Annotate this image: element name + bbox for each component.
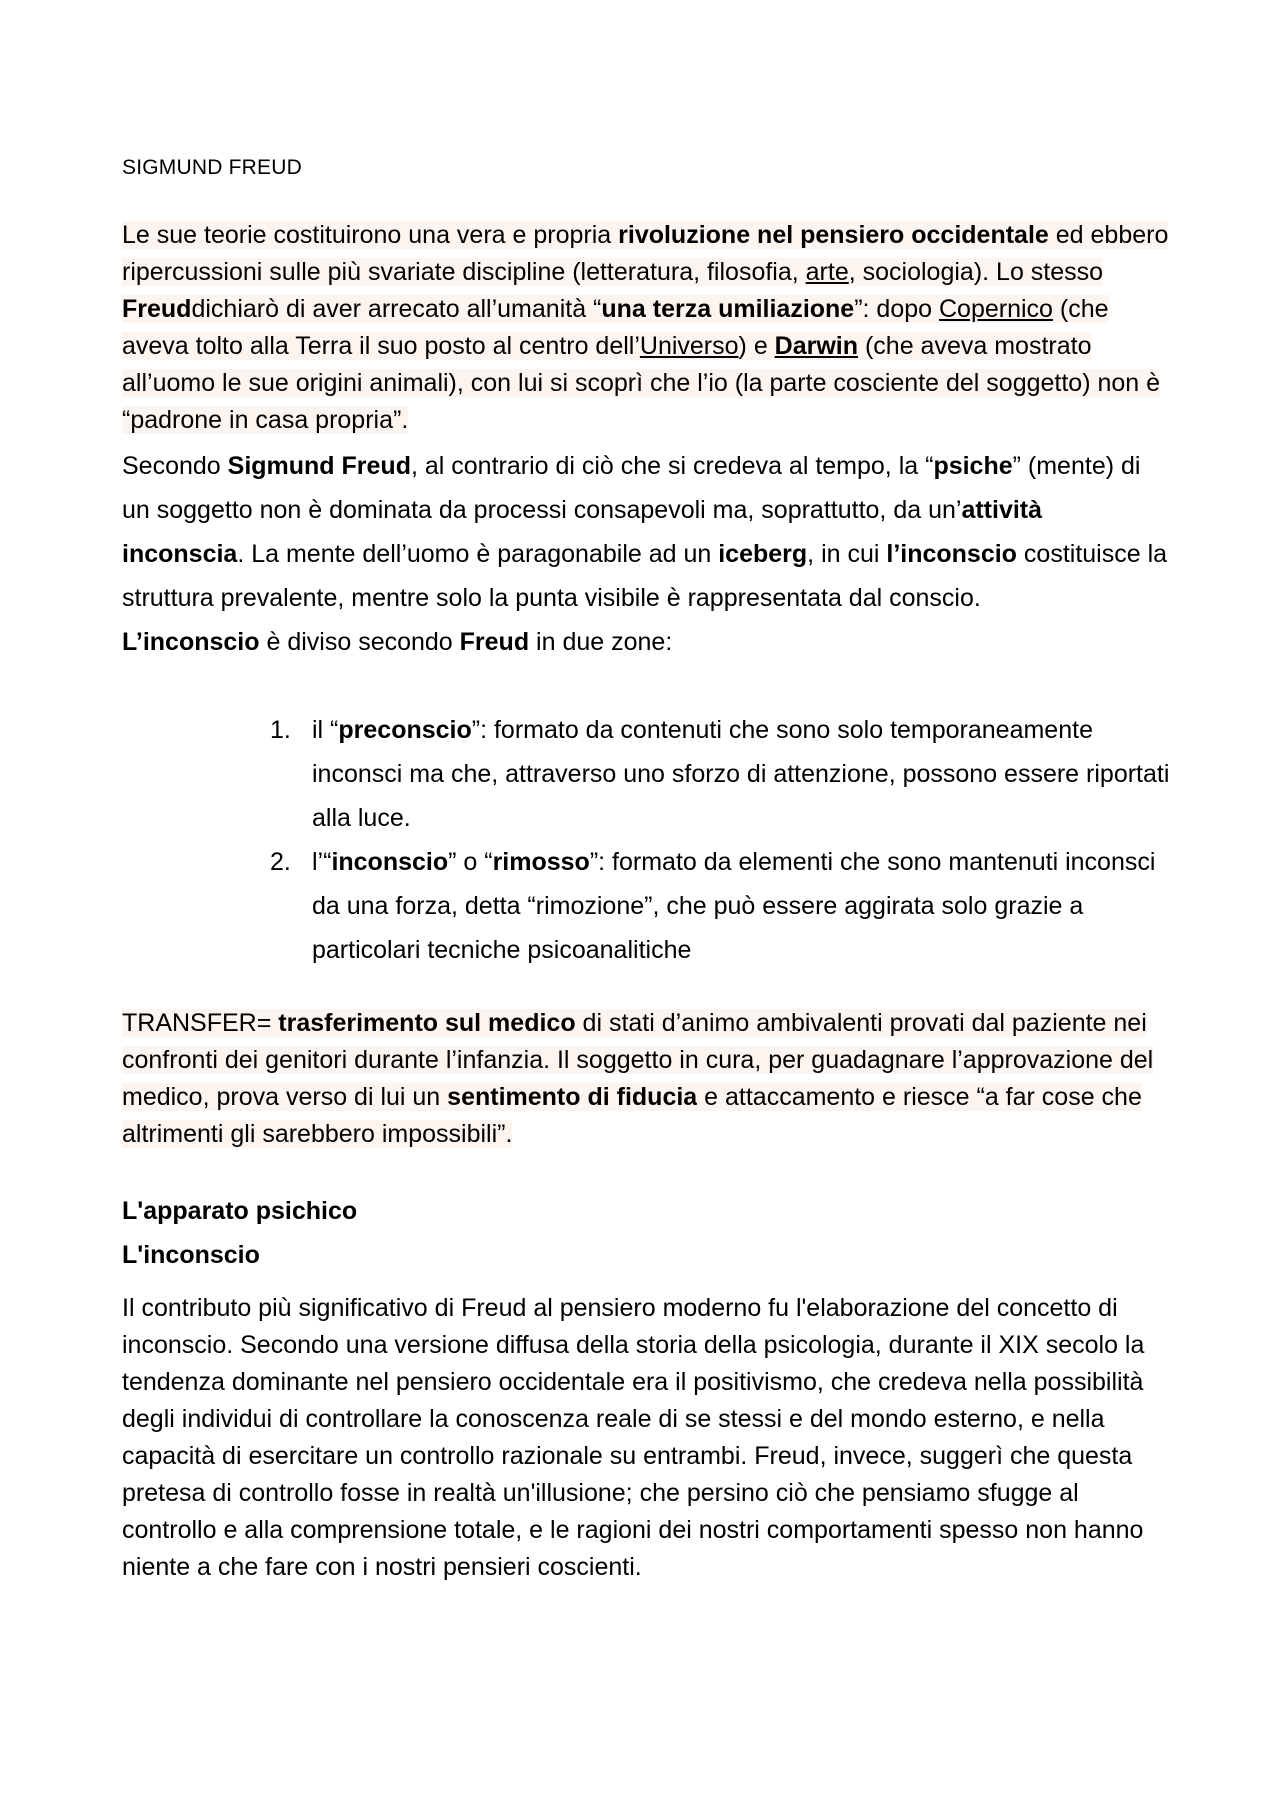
list-text: l’“ — [312, 848, 332, 876]
intro-text-5: ”: dopo — [854, 295, 939, 323]
zones-paragraph — [122, 620, 1170, 664]
intro-bold-freud: Freud — [122, 295, 192, 323]
intro-text-3: , sociologia). Lo stesso — [848, 258, 1104, 286]
psiche-text-3: ” (mente) di un soggetto non è dominata da processi consapevoli ma, soprattutto, da un’ — [122, 452, 1141, 524]
transfer-bold-trasferimento: trasferimento sul medico — [278, 1009, 576, 1037]
transfer-text-2: di stati d’animo ambivalenti provati dal paziente nei confronti dei genitori durante l’infanzia. Il soggetto in cura, per guadagnare l’approvazione del medico, prova verso di lui un — [122, 1009, 1154, 1111]
list-number: 2. — [270, 848, 291, 876]
document-title: SIGMUND FREUD — [122, 156, 302, 179]
intro-paragraph — [122, 217, 1170, 439]
zones-bold-freud: Freud — [459, 628, 530, 656]
intro-text-4: dichiarò di aver arrecato all’umanità “ — [191, 295, 602, 323]
list-bold-rimosso: rimosso — [492, 848, 590, 876]
link-copernico[interactable]: Copernico — [939, 295, 1053, 323]
psiche-bold-sigmund: Sigmund Freud — [227, 452, 411, 480]
list-item — [270, 840, 1170, 972]
intro-text-6: (che aveva tolto alla Terra il suo posto al centro dell’ — [122, 295, 1109, 360]
psiche-paragraph — [122, 444, 1170, 620]
list-text: ”: formato da contenuti che sono solo temporaneamente inconsci ma che, attraverso uno sforzo di attenzione, possono essere riportati alla luce. — [312, 716, 1170, 832]
psiche-bold-iceberg: iceberg — [718, 540, 808, 568]
intro-text-1: Le sue teorie costituirono una vera e propria — [122, 221, 619, 249]
psiche-text-1: Secondo — [122, 452, 228, 480]
list-number: 1. — [270, 716, 291, 744]
zones-bold-inconscio: L’inconscio — [122, 628, 260, 656]
list-text: ” o “ — [448, 848, 493, 876]
list-text: il “ — [312, 716, 339, 744]
psiche-section — [122, 444, 1170, 664]
psiche-text-4: . La mente dell’uomo è paragonabile ad un — [237, 540, 719, 568]
transfer-paragraph — [122, 1005, 1170, 1153]
transfer-bold-fiducia: sentimento di fiducia — [447, 1083, 698, 1111]
intro-text-2: ed ebbero ripercussioni sulle più svariate discipline (letteratura, filosofia, — [122, 221, 1169, 286]
intro-text-7: ) e — [738, 332, 775, 360]
list-text: ”: formato da elementi che sono mantenuti inconsci da una forza, detta “rimozione”, che può essere aggirata solo grazie a particolari tecniche psicoanalitiche — [312, 848, 1156, 964]
psiche-bold-psiche: psiche — [933, 452, 1013, 480]
list-bold-inconscio: inconscio — [331, 848, 449, 876]
link-darwin[interactable]: Darwin — [774, 332, 859, 360]
inconscio-paragraph: Il contributo più significativo di Freud al pensiero moderno fu l'elaborazione del concetto di inconscio. Secondo una versione diffusa della storia della psicologia, durante il XIX secolo la tendenza dominante nel pensiero occidentale era il positivismo, che credeva nella possibilità degli individui di controllare la conoscenza reale di se stessi e del mondo esterno, e nella capacità di esercitare un controllo razionale su entrambi. Freud, invece, suggerì che questa pretesa di controllo fosse in realtà un'illusione; che persino ciò che pensiamo sfugge al controllo e alla comprensione totale, e le ragioni dei nostri comportamenti spesso non hanno niente a che fare con i nostri pensieri coscienti. — [122, 1294, 1145, 1581]
psiche-text-5: , in cui — [807, 540, 887, 568]
list-item — [270, 708, 1170, 840]
psiche-bold-attivita: attività inconscia — [122, 496, 1043, 568]
psiche-bold-inconscio: l’inconscio — [886, 540, 1017, 568]
psiche-text-6: costituisce la struttura prevalente, mentre solo la punta visibile è rappresentata dal conscio. — [122, 540, 1168, 612]
link-arte[interactable]: arte — [805, 258, 849, 286]
zones-list — [270, 708, 1170, 972]
zones-text-1: è diviso secondo — [259, 628, 460, 656]
transfer-text-3: e attaccamento e riesce “a far cose che altrimenti gli sarebbero impossibili”. — [122, 1083, 1142, 1148]
transfer-text-1: TRANSFER= — [122, 1009, 279, 1037]
psiche-text-2: , al contrario di ciò che si credeva al tempo, la “ — [410, 452, 934, 480]
intro-bold-rivoluzione: rivoluzione nel pensiero occidentale — [618, 221, 1049, 249]
link-universo[interactable]: Universo — [639, 332, 739, 360]
intro-bold-umiliazione: una terza umiliazione — [601, 295, 855, 323]
intro-text-8: (che aveva mostrato all’uomo le sue origini animali), con lui si scoprì che l’io (la parte cosciente del soggetto) non è “padrone in casa propria”. — [122, 332, 1161, 434]
zones-text-2: in due zone: — [529, 628, 673, 656]
list-bold-preconscio: preconscio — [338, 716, 472, 744]
heading-apparato-psichico: L'apparato psichico — [122, 1197, 358, 1225]
heading-inconscio: L'inconscio — [122, 1241, 260, 1269]
